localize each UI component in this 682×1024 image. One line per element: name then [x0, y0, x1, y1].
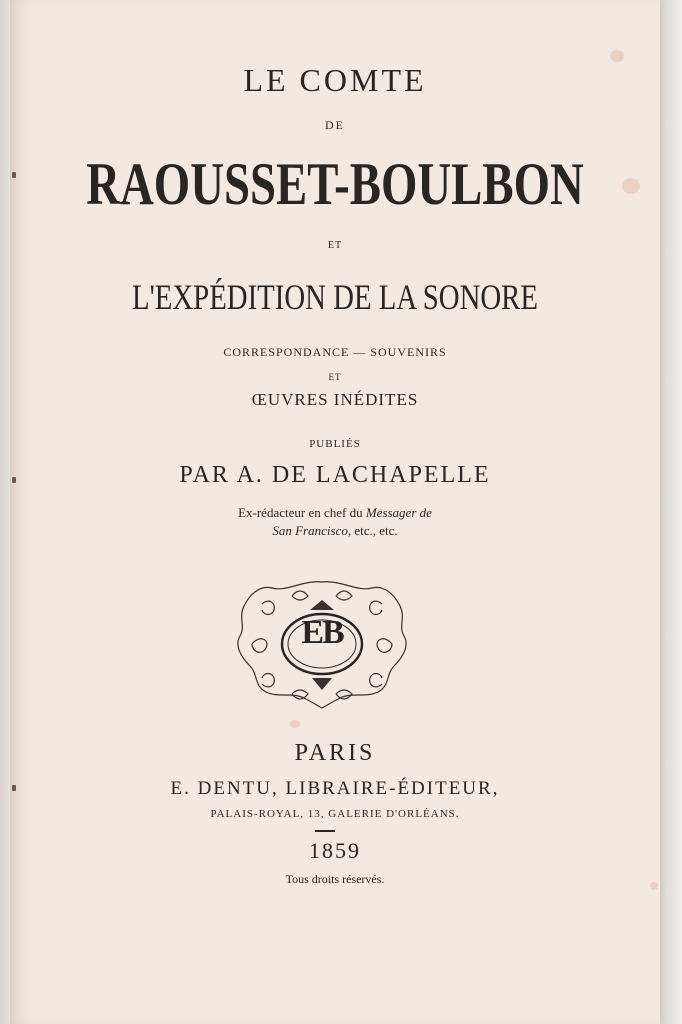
- editor-note-italic: Messager de: [365, 505, 432, 520]
- foxing-spot: [290, 720, 300, 728]
- imprint-year: 1859: [309, 838, 361, 863]
- binding-stitch: [12, 172, 16, 178]
- imprint-address: PALAIS-ROYAL, 13, GALERIE D'ORLÉANS.: [210, 808, 460, 820]
- subtitle-et: ET: [328, 372, 342, 382]
- published-label: PUBLIÉS: [309, 438, 361, 450]
- page-edge: [0, 0, 10, 1024]
- subtitle-correspondance: CORRESPONDANCE — SOUVENIRS: [223, 345, 447, 359]
- imprint-rights: Tous droits réservés.: [285, 872, 385, 886]
- monogram-letters: EB: [301, 614, 343, 651]
- imprint-city: PARIS: [294, 740, 376, 766]
- editor-note-prefix: Ex-rédacteur en chef du: [238, 505, 366, 520]
- editor-note-line2: [10, 523, 660, 539]
- title-de: DE: [325, 118, 345, 132]
- editor-note-line1: [10, 505, 660, 521]
- editor-note-suffix: , etc., etc.: [347, 523, 398, 538]
- foxing-spot: [622, 178, 640, 194]
- subtitle-expedition: L'EXPÉDITION DE LA SONORE: [132, 277, 538, 317]
- background-margin: [660, 0, 682, 1024]
- title-et: ET: [327, 240, 343, 251]
- title-le-comte: LE COMTE: [243, 62, 427, 98]
- imprint-publisher: E. DENTU, LIBRAIRE-ÉDITEUR,: [170, 778, 500, 799]
- editor-note-italic2: San Francisco: [272, 523, 348, 538]
- subtitle-oeuvres: ŒUVRES INÉDITES: [251, 390, 419, 409]
- title-name: RAOUSSET-BOULBON: [86, 151, 584, 217]
- author-line: PAR A. DE LACHAPELLE: [179, 462, 491, 488]
- foxing-spot: [610, 50, 624, 62]
- divider-rule: [315, 830, 335, 832]
